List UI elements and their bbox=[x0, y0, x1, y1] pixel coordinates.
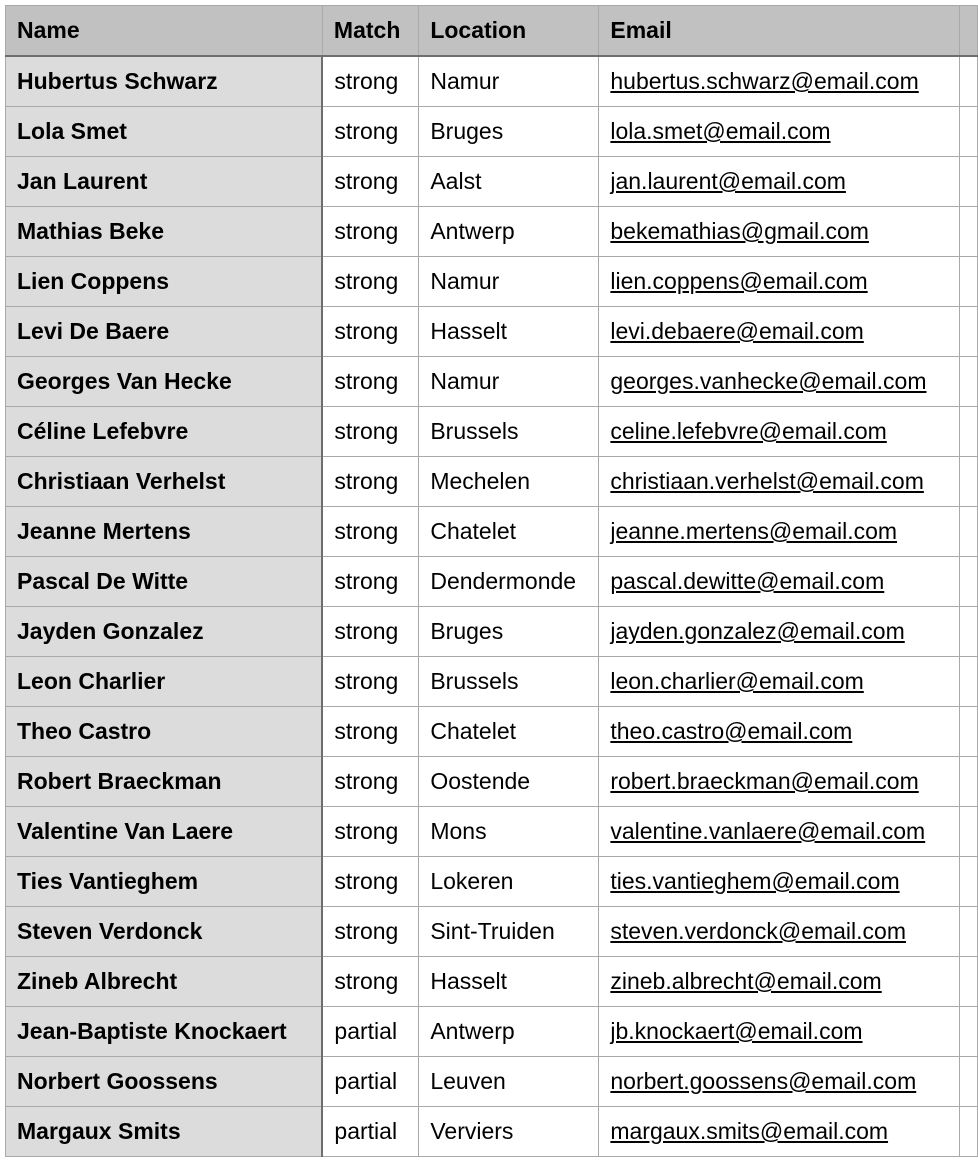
cell-email[interactable] bbox=[599, 307, 959, 357]
cell-name[interactable]: Theo Castro bbox=[6, 707, 323, 757]
table-row[interactable] bbox=[6, 56, 978, 107]
table-row[interactable] bbox=[6, 707, 978, 757]
cell-empty[interactable] bbox=[959, 56, 977, 107]
cell-empty[interactable] bbox=[959, 1007, 977, 1057]
cell-empty[interactable] bbox=[959, 857, 977, 907]
email-link[interactable]: hubertus.schwarz@email.com bbox=[610, 68, 919, 94]
email-link[interactable]: zineb.albrecht@email.com bbox=[610, 968, 882, 994]
cell-location[interactable]: Hasselt bbox=[419, 957, 599, 1007]
column-header-empty[interactable] bbox=[959, 6, 977, 57]
cell-name[interactable]: Jan Laurent bbox=[6, 157, 323, 207]
email-link[interactable]: jan.laurent@email.com bbox=[610, 168, 846, 194]
email-link[interactable]: jeanne.mertens@email.com bbox=[610, 518, 898, 544]
email-link[interactable]: lola.smet@email.com bbox=[610, 118, 831, 144]
cell-match[interactable]: strong bbox=[322, 857, 418, 907]
cell-empty[interactable] bbox=[959, 157, 977, 207]
cell-email[interactable] bbox=[599, 457, 959, 507]
cell-match[interactable]: strong bbox=[322, 207, 418, 257]
cell-name[interactable]: Mathias Beke bbox=[6, 207, 323, 257]
email-link[interactable]: margaux.smits@email.com bbox=[610, 1118, 889, 1144]
cell-match[interactable]: strong bbox=[322, 607, 418, 657]
table-row[interactable] bbox=[6, 157, 978, 207]
column-header-name[interactable]: Name bbox=[6, 6, 323, 57]
cell-name[interactable]: Hubertus Schwarz bbox=[6, 56, 323, 107]
cell-email[interactable] bbox=[599, 607, 959, 657]
cell-location[interactable]: Bruges bbox=[419, 107, 599, 157]
cell-match[interactable]: strong bbox=[322, 257, 418, 307]
cell-name[interactable]: Pascal De Witte bbox=[6, 557, 323, 607]
email-link[interactable]: levi.debaere@email.com bbox=[610, 318, 864, 344]
cell-location[interactable]: Brussels bbox=[419, 657, 599, 707]
email-link[interactable]: robert.braeckman@email.com bbox=[610, 768, 919, 794]
cell-location[interactable]: Mechelen bbox=[419, 457, 599, 507]
cell-empty[interactable] bbox=[959, 957, 977, 1007]
table-row[interactable] bbox=[6, 307, 978, 357]
cell-email[interactable] bbox=[599, 207, 959, 257]
cell-empty[interactable] bbox=[959, 757, 977, 807]
table-row[interactable] bbox=[6, 857, 978, 907]
cell-name[interactable]: Valentine Van Laere bbox=[6, 807, 323, 857]
cell-empty[interactable] bbox=[959, 907, 977, 957]
cell-location[interactable]: Chatelet bbox=[419, 707, 599, 757]
email-link[interactable]: georges.vanhecke@email.com bbox=[610, 368, 927, 394]
email-link[interactable]: jb.knockaert@email.com bbox=[610, 1018, 863, 1044]
cell-name[interactable]: Norbert Goossens bbox=[6, 1057, 323, 1107]
cell-email[interactable] bbox=[599, 357, 959, 407]
cell-email[interactable] bbox=[599, 557, 959, 607]
table-row[interactable] bbox=[6, 257, 978, 307]
cell-email[interactable] bbox=[599, 857, 959, 907]
email-link[interactable]: valentine.vanlaere@email.com bbox=[610, 818, 926, 844]
cell-email[interactable] bbox=[599, 407, 959, 457]
cell-location[interactable]: Mons bbox=[419, 807, 599, 857]
email-link[interactable]: pascal.dewitte@email.com bbox=[610, 568, 885, 594]
cell-location[interactable]: Hasselt bbox=[419, 307, 599, 357]
cell-name[interactable]: Lien Coppens bbox=[6, 257, 323, 307]
cell-email[interactable] bbox=[599, 657, 959, 707]
table-row[interactable] bbox=[6, 1107, 978, 1157]
table-row[interactable] bbox=[6, 657, 978, 707]
cell-match[interactable]: partial bbox=[322, 1107, 418, 1157]
cell-match[interactable]: strong bbox=[322, 56, 418, 107]
table-row[interactable] bbox=[6, 1057, 978, 1107]
cell-match[interactable]: strong bbox=[322, 907, 418, 957]
cell-empty[interactable] bbox=[959, 1107, 977, 1157]
table-row[interactable] bbox=[6, 807, 978, 857]
cell-location[interactable]: Sint-Truiden bbox=[419, 907, 599, 957]
table-row[interactable] bbox=[6, 757, 978, 807]
cell-email[interactable] bbox=[599, 157, 959, 207]
cell-empty[interactable] bbox=[959, 257, 977, 307]
contacts-table bbox=[5, 5, 978, 1157]
cell-email[interactable] bbox=[599, 1007, 959, 1057]
column-header-email[interactable]: Email bbox=[599, 6, 959, 57]
cell-email[interactable] bbox=[599, 507, 959, 557]
cell-empty[interactable] bbox=[959, 307, 977, 357]
cell-match[interactable]: strong bbox=[322, 657, 418, 707]
cell-location[interactable]: Namur bbox=[419, 257, 599, 307]
cell-match[interactable]: strong bbox=[322, 757, 418, 807]
table-row[interactable] bbox=[6, 507, 978, 557]
cell-name[interactable]: Ties Vantieghem bbox=[6, 857, 323, 907]
cell-match[interactable]: strong bbox=[322, 407, 418, 457]
cell-empty[interactable] bbox=[959, 407, 977, 457]
cell-empty[interactable] bbox=[959, 457, 977, 507]
cell-name[interactable]: Céline Lefebvre bbox=[6, 407, 323, 457]
table-row[interactable] bbox=[6, 457, 978, 507]
email-link[interactable]: christiaan.verhelst@email.com bbox=[610, 468, 924, 494]
cell-empty[interactable] bbox=[959, 707, 977, 757]
cell-match[interactable]: strong bbox=[322, 307, 418, 357]
cell-match[interactable]: strong bbox=[322, 807, 418, 857]
cell-match[interactable]: strong bbox=[322, 357, 418, 407]
cell-email[interactable] bbox=[599, 757, 959, 807]
cell-email[interactable] bbox=[599, 957, 959, 1007]
table-row[interactable] bbox=[6, 907, 978, 957]
cell-email[interactable] bbox=[599, 807, 959, 857]
cell-location[interactable]: Chatelet bbox=[419, 507, 599, 557]
email-link[interactable]: leon.charlier@email.com bbox=[610, 668, 864, 694]
email-link[interactable]: theo.castro@email.com bbox=[610, 718, 853, 744]
table-row[interactable] bbox=[6, 557, 978, 607]
cell-empty[interactable] bbox=[959, 657, 977, 707]
table-row[interactable] bbox=[6, 357, 978, 407]
cell-name[interactable]: Jean-Baptiste Knockaert bbox=[6, 1007, 323, 1057]
cell-name[interactable]: Steven Verdonck bbox=[6, 907, 323, 957]
table-row[interactable] bbox=[6, 1007, 978, 1057]
column-header-match[interactable]: Match bbox=[322, 6, 418, 57]
cell-empty[interactable] bbox=[959, 107, 977, 157]
cell-email[interactable] bbox=[599, 56, 959, 107]
table-row[interactable] bbox=[6, 957, 978, 1007]
cell-match[interactable]: strong bbox=[322, 957, 418, 1007]
cell-location[interactable]: Namur bbox=[419, 357, 599, 407]
cell-name[interactable]: Robert Braeckman bbox=[6, 757, 323, 807]
cell-location[interactable]: Oostende bbox=[419, 757, 599, 807]
cell-email[interactable] bbox=[599, 107, 959, 157]
cell-location[interactable]: Aalst bbox=[419, 157, 599, 207]
cell-name[interactable]: Georges Van Hecke bbox=[6, 357, 323, 407]
cell-location[interactable]: Antwerp bbox=[419, 1007, 599, 1057]
cell-empty[interactable] bbox=[959, 507, 977, 557]
cell-name[interactable]: Christiaan Verhelst bbox=[6, 457, 323, 507]
cell-empty[interactable] bbox=[959, 1057, 977, 1107]
email-link[interactable]: celine.lefebvre@email.com bbox=[610, 418, 887, 444]
cell-name[interactable]: Lola Smet bbox=[6, 107, 323, 157]
email-link[interactable]: steven.verdonck@email.com bbox=[610, 918, 906, 944]
cell-location[interactable]: Brussels bbox=[419, 407, 599, 457]
column-header-location[interactable]: Location bbox=[419, 6, 599, 57]
cell-name[interactable]: Levi De Baere bbox=[6, 307, 323, 357]
cell-email[interactable] bbox=[599, 1107, 959, 1157]
email-link[interactable]: bekemathias@gmail.com bbox=[610, 218, 869, 244]
email-link[interactable]: jayden.gonzalez@email.com bbox=[610, 618, 905, 644]
cell-empty[interactable] bbox=[959, 607, 977, 657]
cell-location[interactable]: Leuven bbox=[419, 1057, 599, 1107]
cell-name[interactable]: Margaux Smits bbox=[6, 1107, 323, 1157]
header-row bbox=[6, 6, 978, 57]
table-row[interactable] bbox=[6, 107, 978, 157]
cell-location[interactable]: Namur bbox=[419, 56, 599, 107]
cell-location[interactable]: Dendermonde bbox=[419, 557, 599, 607]
table-row[interactable] bbox=[6, 407, 978, 457]
cell-match[interactable]: partial bbox=[322, 1057, 418, 1107]
cell-location[interactable]: Bruges bbox=[419, 607, 599, 657]
cell-name[interactable]: Jeanne Mertens bbox=[6, 507, 323, 557]
table-row[interactable] bbox=[6, 607, 978, 657]
cell-location[interactable]: Lokeren bbox=[419, 857, 599, 907]
cell-empty[interactable] bbox=[959, 357, 977, 407]
email-link[interactable]: ties.vantieghem@email.com bbox=[610, 868, 900, 894]
cell-match[interactable]: strong bbox=[322, 457, 418, 507]
cell-email[interactable] bbox=[599, 1057, 959, 1107]
cell-email[interactable] bbox=[599, 707, 959, 757]
cell-email[interactable] bbox=[599, 907, 959, 957]
cell-name[interactable]: Jayden Gonzalez bbox=[6, 607, 323, 657]
cell-name[interactable]: Zineb Albrecht bbox=[6, 957, 323, 1007]
cell-match[interactable]: strong bbox=[322, 157, 418, 207]
cell-email[interactable] bbox=[599, 257, 959, 307]
cell-location[interactable]: Antwerp bbox=[419, 207, 599, 257]
cell-match[interactable]: strong bbox=[322, 507, 418, 557]
email-link[interactable]: lien.coppens@email.com bbox=[610, 268, 868, 294]
table-row[interactable] bbox=[6, 207, 978, 257]
cell-empty[interactable] bbox=[959, 207, 977, 257]
cell-empty[interactable] bbox=[959, 557, 977, 607]
cell-match[interactable]: strong bbox=[322, 707, 418, 757]
cell-match[interactable]: partial bbox=[322, 1007, 418, 1057]
cell-empty[interactable] bbox=[959, 807, 977, 857]
cell-location[interactable]: Verviers bbox=[419, 1107, 599, 1157]
email-link[interactable]: norbert.goossens@email.com bbox=[610, 1068, 917, 1094]
cell-match[interactable]: strong bbox=[322, 107, 418, 157]
cell-name[interactable]: Leon Charlier bbox=[6, 657, 323, 707]
cell-match[interactable]: strong bbox=[322, 557, 418, 607]
